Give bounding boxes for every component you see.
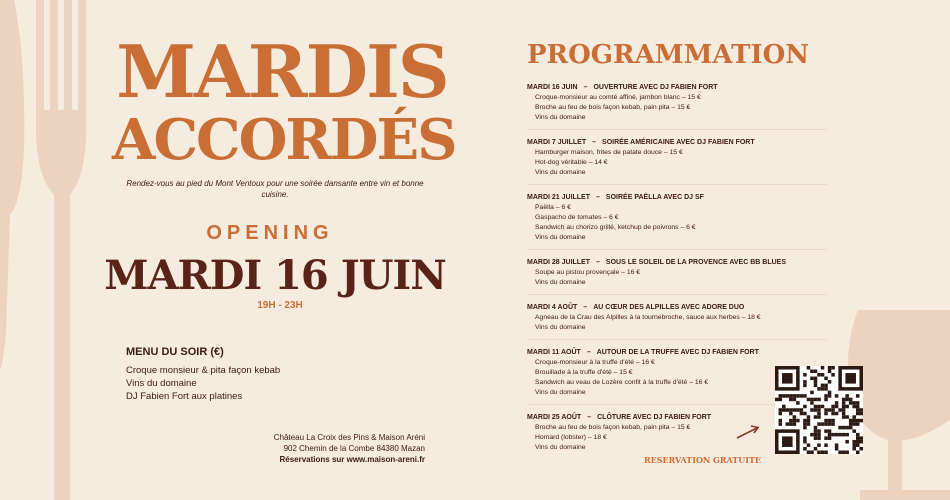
event-separator: – xyxy=(587,414,592,421)
arrow-icon xyxy=(735,424,761,440)
event-menu-item: Broche au feu de bois façon kebab, pain pita – 15 € xyxy=(535,104,691,111)
address-line: 902 Chemin de la Combe 84380 Mazan xyxy=(283,444,425,453)
event-heading xyxy=(527,258,827,268)
event-menu-item: Croque-monsieur au comté affiné, jambon blanc – 15 € xyxy=(535,94,701,101)
event-menu-item: Sandwich au chorizo grillé, ketchup de poivrons – 6 € xyxy=(535,224,696,231)
event-menu-item: Vins du domaine xyxy=(535,169,586,176)
fork-icon xyxy=(32,0,102,500)
event-separator: – xyxy=(586,349,591,356)
event-heading xyxy=(527,348,827,358)
event-date: MARDI 28 JUILLET xyxy=(527,259,591,266)
event-theme: SOIRÉE PAËLLA AVEC DJ SF xyxy=(605,194,704,201)
title-line-2: ACCORDÉS xyxy=(112,107,456,173)
event-theme: AUTOUR DE LA TRUFFE AVEC DJ FABIEN FORT xyxy=(596,349,759,356)
event-menu-item: Croque-monsieur à la truffe d'été – 16 € xyxy=(535,359,655,366)
event-date: MARDI 21 JUILLET xyxy=(527,194,591,201)
event-menu-item: Vins du domaine xyxy=(535,114,586,121)
event-menu-item: Vins du domaine xyxy=(535,234,586,241)
event-menu-item: Brouillade à la truffe d'été – 15 € xyxy=(535,369,633,376)
qr-code-icon[interactable] xyxy=(775,366,863,454)
event-item xyxy=(527,138,827,185)
event-menu-item: Paëlla – 6 € xyxy=(535,204,571,211)
opening-date: MARDI 16 JUIN xyxy=(104,252,446,299)
event-date: MARDI 16 JUIN xyxy=(527,84,578,91)
event-item xyxy=(527,83,827,130)
menu-item: Vins du domaine xyxy=(126,378,197,389)
event-menu-item: Agneau de la Crau des Alpilles à la tournebroche, sauce aux herbes – 18 € xyxy=(535,314,761,321)
opening-time: 19H - 23H xyxy=(257,300,303,311)
event-separator: – xyxy=(583,84,588,91)
event-theme: SOUS LE SOLEIL DE LA PROVENCE AVEC BB BLUES xyxy=(605,259,787,266)
menu-item: DJ Fabien Fort aux platines xyxy=(126,391,243,402)
menu-item: Croque monsieur & pita façon kebab xyxy=(126,365,281,376)
event-menu-item: Vins du domaine xyxy=(535,324,586,331)
programme-title: PROGRAMMATION xyxy=(527,40,810,70)
event-heading xyxy=(527,138,827,148)
title-line-1: MARDIS xyxy=(116,29,448,114)
event-heading xyxy=(527,303,827,313)
address-line: Château La Croix des Pins & Maison Aréni xyxy=(273,433,425,442)
event-date: MARDI 11 AOÛT xyxy=(527,349,581,356)
event-date: MARDI 4 AOÛT xyxy=(527,304,578,311)
event-heading xyxy=(527,193,827,203)
free-reservation-label: RESERVATION GRATUITE xyxy=(643,455,762,465)
event-item xyxy=(527,193,827,250)
event-menu-item: Vins du domaine xyxy=(535,389,586,396)
event-menu-item: Hot-dog véritable – 14 € xyxy=(535,159,608,166)
event-separator: – xyxy=(583,304,588,311)
event-theme: CLÔTURE AVEC DJ FABIEN FORT xyxy=(597,414,712,421)
event-menu-item: Vins du domaine xyxy=(535,444,586,451)
menu-list xyxy=(126,364,280,403)
opening-label: OPENING xyxy=(206,222,334,244)
event-menu-item: Hamburger maison, frites de patate douce – 15 € xyxy=(535,149,683,156)
event-theme: OUVERTURE AVEC DJ FABIEN FORT xyxy=(593,84,718,91)
event-menu-item: Homard (lobster) – 18 € xyxy=(535,434,607,441)
event-separator: – xyxy=(596,259,600,266)
knife-icon xyxy=(0,0,30,500)
event-item xyxy=(527,258,827,295)
venue-address xyxy=(240,432,425,465)
menu-title: MENU DU SOIR (€) xyxy=(126,346,224,358)
event-date: MARDI 7 JUILLET xyxy=(527,139,587,146)
event-item xyxy=(527,303,827,340)
event-menu-item: Broche au feu de bois façon kebab, pain pita – 15 € xyxy=(535,424,691,431)
event-menu-item: Vins du domaine xyxy=(535,279,586,286)
event-theme: SOIRÉE AMÉRICAINE AVEC DJ FABIEN FORT xyxy=(602,139,755,146)
reservation-link[interactable]: Réservations sur www.maison-areni.fr xyxy=(279,455,425,464)
event-menu-item: Gaspacho de tomates – 6 € xyxy=(535,214,619,221)
tagline: Rendez-vous au pied du Mont Ventoux pour une soirée dansante entre vin et bonne cuisine. xyxy=(126,179,424,199)
event-theme: AU CŒUR DES ALPILLES AVEC ADORE DUO xyxy=(593,304,745,311)
event-separator: – xyxy=(592,139,597,146)
event-menu-item: Soupe au pistou provençale – 16 € xyxy=(535,269,641,276)
event-title xyxy=(112,29,456,173)
event-date: MARDI 25 AOÛT xyxy=(527,414,582,421)
event-heading xyxy=(527,83,827,93)
event-menu-item: Sandwich au veau de Lozère confit à la truffe d'été – 16 € xyxy=(535,379,709,386)
event-separator: – xyxy=(596,194,600,201)
